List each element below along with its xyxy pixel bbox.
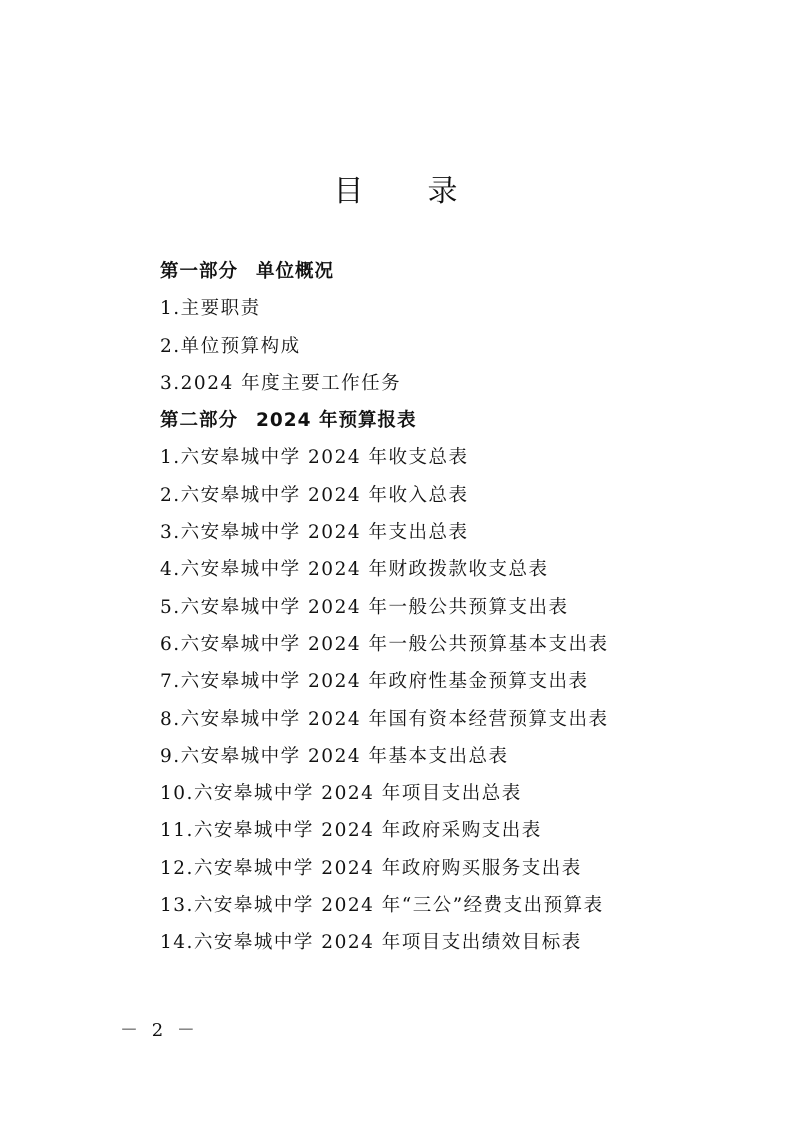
toc-entry[interactable]: 1.主要职责 [160,298,261,320]
toc-entry[interactable]: 9.六安皋城中学 2024 年基本支出总表 [160,745,509,767]
toc-entry[interactable]: 11.六安皋城中学 2024 年政府采购支出表 [160,820,542,842]
table-of-contents [160,253,760,962]
toc-entry[interactable]: 2.单位预算构成 [160,335,301,357]
section-1-label: 第一部分 [160,261,239,282]
toc-entry[interactable]: 2.六安皋城中学 2024 年收入总表 [160,484,469,506]
toc-entry[interactable]: 3.2024 年度主要工作任务 [160,372,402,394]
toc-entry[interactable]: 13.六安皋城中学 2024 年“三公”经费支出预算表 [160,895,604,917]
toc-title [0,172,793,212]
toc-entry[interactable]: 3.六安皋城中学 2024 年支出总表 [160,522,469,544]
toc-entry[interactable]: 14.六安皋城中学 2024 年项目支出绩效目标表 [160,932,582,954]
section-heading-1[interactable] [160,253,760,290]
toc-entry[interactable]: 1.六安皋城中学 2024 年收支总表 [160,447,469,469]
toc-entry[interactable]: 12.六安皋城中学 2024 年政府购买服务支出表 [160,857,582,879]
toc-entry[interactable]: 5.六安皋城中学 2024 年一般公共预算支出表 [160,596,569,618]
section-2-label: 第二部分 [160,410,239,432]
section-1-name: 单位概况 [256,261,335,282]
toc-entry[interactable]: 10.六安皋城中学 2024 年项目支出总表 [160,783,522,805]
toc-entry[interactable]: 6.六安皋城中学 2024 年一般公共预算基本支出表 [160,633,609,655]
section-heading-2[interactable] [160,402,760,439]
page-number: － 2 － [120,1020,199,1041]
toc-title-part2: 录 [427,174,460,209]
toc-title-part1: 目 [333,174,366,209]
toc-entry[interactable]: 8.六安皋城中学 2024 年国有资本经营预算支出表 [160,708,609,730]
section-2-name: 2024 年预算报表 [256,410,417,432]
toc-entry[interactable]: 7.六安皋城中学 2024 年政府性基金预算支出表 [160,671,589,693]
toc-entry[interactable]: 4.六安皋城中学 2024 年财政拨款收支总表 [160,559,549,581]
